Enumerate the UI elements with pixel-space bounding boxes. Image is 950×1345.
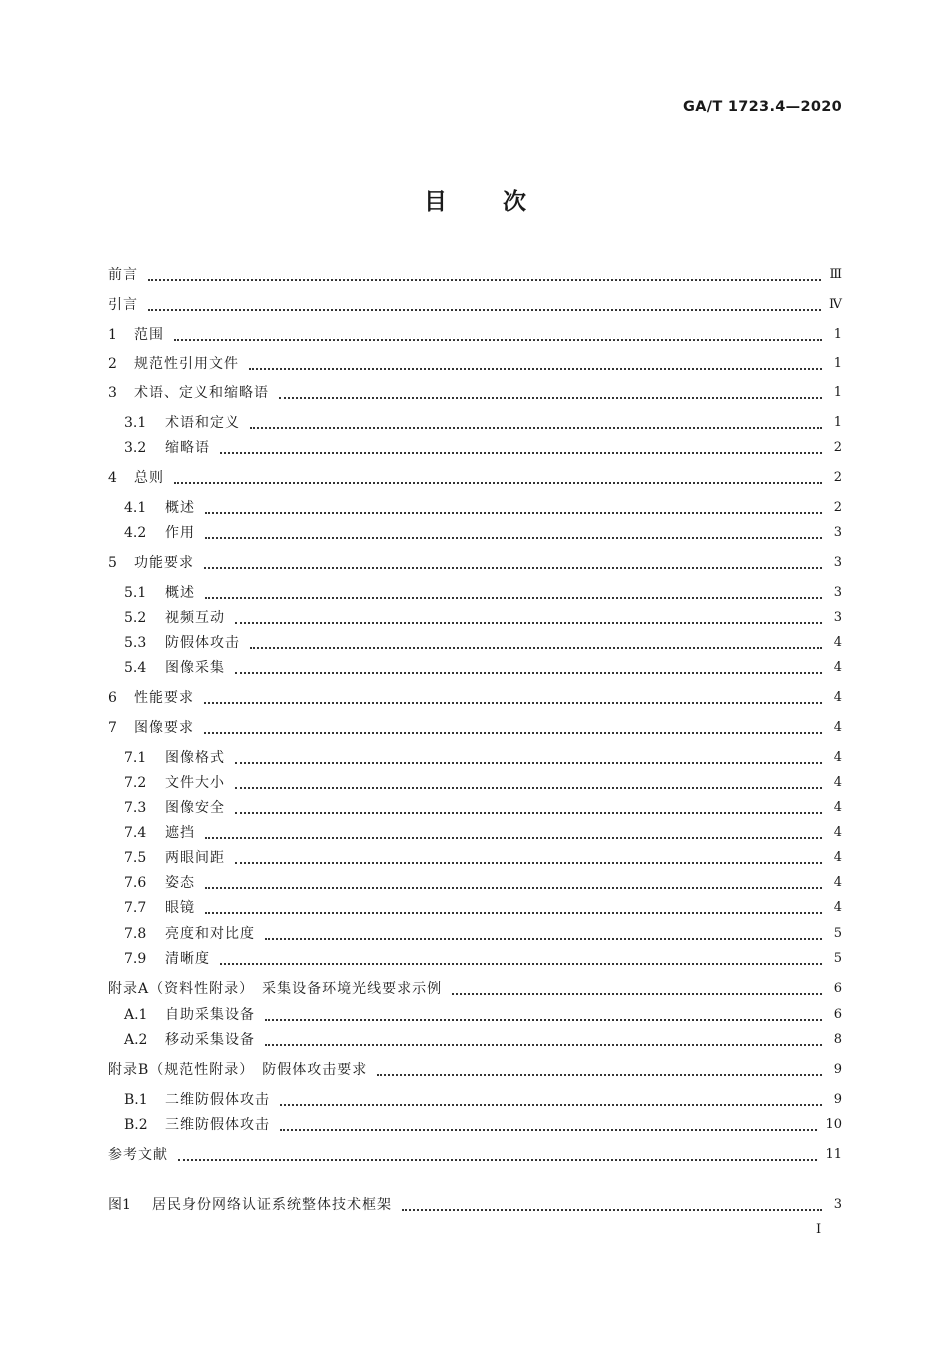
toc-entry[interactable] [0, 746, 950, 770]
toc-entry-label: 两眼间距 [165, 850, 225, 866]
toc-entry[interactable] [0, 871, 950, 895]
toc-entry[interactable] [0, 716, 950, 740]
toc-dot-leader [235, 672, 822, 674]
toc-dot-leader [148, 279, 821, 281]
toc-dot-leader [452, 993, 822, 995]
toc-entry-label: 范围 [134, 327, 164, 343]
toc-entry-number: 7.8 [124, 926, 147, 942]
toc-dot-leader [205, 537, 822, 539]
toc-dot-leader [220, 452, 822, 454]
toc-entry[interactable] [0, 466, 950, 490]
toc-entry-page: 8 [833, 1032, 842, 1047]
toc-entry-label: 概述 [165, 500, 195, 516]
toc-entry[interactable] [0, 656, 950, 680]
toc-entry-page: 6 [833, 981, 842, 996]
toc-entry-number: 7.7 [124, 900, 147, 916]
toc-entry-label: 术语、定义和缩略语 [134, 385, 269, 401]
toc-dot-leader [178, 1159, 817, 1161]
toc-entry-label: 附录B（规范性附录） 防假体攻击要求 [108, 1062, 368, 1078]
toc-entry-label: 规范性引用文件 [134, 356, 239, 372]
toc-entry-number: 7.9 [124, 951, 147, 967]
toc-entry-number: 7.1 [124, 750, 147, 766]
toc-entry-label: 姿态 [165, 875, 195, 891]
toc-dot-leader [235, 762, 822, 764]
toc-entry-page: 4 [833, 690, 842, 705]
toc-entry[interactable] [0, 323, 950, 347]
toc-entry-number: A.2 [124, 1032, 148, 1048]
toc-entry-label: 居民身份网络认证系统整体技术框架 [152, 1197, 392, 1213]
toc-entry-label: 附录A（资料性附录） 采集设备环境光线要求示例 [108, 981, 443, 997]
toc-dot-leader [205, 512, 822, 514]
toc-entry-page: 5 [833, 951, 842, 966]
toc-entry[interactable] [0, 411, 950, 435]
toc-dot-leader [250, 647, 822, 649]
toc-entry-page: 3 [833, 610, 842, 625]
toc-entry-page: 1 [833, 385, 842, 400]
toc-entry[interactable] [0, 381, 950, 405]
toc-dot-leader [204, 567, 822, 569]
toc-dot-leader [174, 482, 822, 484]
toc-entry[interactable] [0, 1058, 950, 1082]
toc-entry-label: 二维防假体攻击 [165, 1092, 270, 1108]
toc-entry-label: 眼镜 [165, 900, 195, 916]
toc-entry[interactable] [0, 551, 950, 575]
toc-entry-page: 4 [833, 800, 842, 815]
toc-dot-leader [204, 732, 822, 734]
toc-entry[interactable] [0, 947, 950, 971]
toc-entry-page: 10 [825, 1117, 842, 1132]
toc-entry-page: Ⅲ [829, 267, 842, 282]
toc-entry-page: 1 [833, 415, 842, 430]
toc-entry-number: 5.1 [124, 585, 147, 601]
toc-entry-page: 4 [833, 850, 842, 865]
toc-entry-page: 2 [833, 470, 842, 485]
toc-entry-label: 图像安全 [165, 800, 225, 816]
toc-entry[interactable] [0, 977, 950, 1001]
toc-entry-number: B.2 [124, 1117, 148, 1133]
toc-entry[interactable] [0, 293, 950, 317]
toc-entry-number: 1 [108, 327, 117, 343]
toc-entry-page: 4 [833, 775, 842, 790]
toc-entry-label: 自助采集设备 [165, 1007, 255, 1023]
toc-entry-label: 亮度和对比度 [165, 926, 255, 942]
toc-entry-label: 引言 [108, 297, 138, 313]
toc-dot-leader [265, 1019, 822, 1021]
toc-dot-leader [250, 427, 822, 429]
toc-dot-leader [205, 837, 822, 839]
toc-entry-number: 6 [108, 690, 117, 706]
toc-entry-page: 11 [825, 1147, 842, 1162]
toc-entry-number: 3.1 [124, 415, 147, 431]
toc-dot-leader [220, 963, 822, 965]
toc-entry-number: 5 [108, 555, 117, 571]
toc-entry-page: 9 [833, 1062, 842, 1077]
toc-entry-label: 术语和定义 [165, 415, 240, 431]
toc-entry-page: 9 [833, 1092, 842, 1107]
toc-entry[interactable] [0, 922, 950, 946]
toc-entry-number: 4.2 [124, 525, 147, 541]
toc-entry-label: 文件大小 [165, 775, 225, 791]
toc-dot-leader [205, 912, 822, 914]
toc-entry[interactable] [0, 771, 950, 795]
toc-entry-page: 6 [833, 1007, 842, 1022]
toc-entry-number: 图1 [108, 1197, 131, 1213]
toc-dot-leader [235, 812, 822, 814]
toc-entry[interactable] [0, 896, 950, 920]
toc-dot-leader [235, 787, 822, 789]
toc-entry[interactable] [0, 846, 950, 870]
toc-entry[interactable] [0, 352, 950, 376]
toc-entry-page: 3 [833, 525, 842, 540]
toc-entry-number: 4 [108, 470, 117, 486]
toc-entry-label: 性能要求 [134, 690, 194, 706]
toc-entry-number: 5.2 [124, 610, 147, 626]
toc-dot-leader [205, 597, 822, 599]
toc-entry[interactable] [0, 686, 950, 710]
toc-entry-page: 1 [833, 327, 842, 342]
toc-entry[interactable] [0, 436, 950, 460]
toc-entry-label: 遮挡 [165, 825, 195, 841]
toc-entry[interactable] [0, 496, 950, 520]
toc-entry-label: 缩略语 [165, 440, 210, 456]
toc-entry-page: 3 [833, 555, 842, 570]
toc-entry-number: 7.5 [124, 850, 147, 866]
toc-entry[interactable] [0, 796, 950, 820]
toc-dot-leader [249, 368, 822, 370]
toc-entry-number: 4.1 [124, 500, 147, 516]
toc-entry[interactable] [0, 521, 950, 545]
toc-entry-label: 图像采集 [165, 660, 225, 676]
toc-dot-leader [280, 1104, 822, 1106]
toc-entry-page: 4 [833, 825, 842, 840]
toc-entry-label: 图像格式 [165, 750, 225, 766]
toc-entry-page: 3 [833, 1197, 842, 1212]
toc-entry-number: 3.2 [124, 440, 147, 456]
toc-entry-page: 4 [833, 900, 842, 915]
toc-dot-leader [148, 309, 821, 311]
toc-dot-leader [235, 862, 822, 864]
toc-entry[interactable] [0, 1143, 950, 1167]
toc-entry-label: 功能要求 [134, 555, 194, 571]
toc-entry-number: 7.3 [124, 800, 147, 816]
toc-dot-leader [265, 938, 822, 940]
toc-entry-page: 1 [833, 356, 842, 371]
toc-dot-leader [280, 1129, 817, 1131]
toc-entry-label: 参考文献 [108, 1147, 168, 1163]
standard-code: GA/T 1723.4—2020 [683, 99, 842, 115]
toc-entry[interactable] [0, 1003, 950, 1027]
toc-entry-page: 4 [833, 875, 842, 890]
toc-dot-leader [174, 339, 822, 341]
toc-entry-number: 7.4 [124, 825, 147, 841]
toc-entry-page: 2 [833, 500, 842, 515]
toc-entry[interactable] [0, 263, 950, 287]
toc-entry[interactable] [0, 1113, 950, 1137]
toc-entry-page: 4 [833, 635, 842, 650]
toc-entry-label: 移动采集设备 [165, 1032, 255, 1048]
toc-entry-number: 7 [108, 720, 117, 736]
toc-entry[interactable] [0, 606, 950, 630]
toc-entry-page: Ⅳ [829, 297, 842, 312]
toc-entry-number: 5.3 [124, 635, 147, 651]
toc-entry-label: 前言 [108, 267, 138, 283]
toc-entry-number: 2 [108, 356, 117, 372]
toc-dot-leader [402, 1209, 822, 1211]
toc-entry-page: 5 [833, 926, 842, 941]
toc-entry[interactable] [0, 821, 950, 845]
toc-entry-label: 图像要求 [134, 720, 194, 736]
toc-entry-number: 7.6 [124, 875, 147, 891]
toc-entry-number: A.1 [124, 1007, 148, 1023]
toc-entry-page: 2 [833, 440, 842, 455]
toc-entry[interactable] [0, 1028, 950, 1052]
toc-dot-leader [205, 887, 822, 889]
toc-entry-page: 3 [833, 585, 842, 600]
page-number: I [816, 1222, 822, 1237]
toc-entry-page: 4 [833, 720, 842, 735]
toc-entry-label: 防假体攻击 [165, 635, 240, 651]
toc-entry[interactable] [0, 581, 950, 605]
toc-entry-label: 视频互动 [165, 610, 225, 626]
toc-entry-page: 4 [833, 660, 842, 675]
toc-dot-leader [265, 1044, 822, 1046]
page-title: 目次 [424, 189, 582, 215]
toc-entry-label: 清晰度 [165, 951, 210, 967]
toc-dot-leader [235, 622, 822, 624]
toc-entry-number: 3 [108, 385, 117, 401]
toc-entry[interactable] [0, 631, 950, 655]
toc-dot-leader [279, 397, 822, 399]
toc-dot-leader [204, 702, 822, 704]
toc-entry-number: B.1 [124, 1092, 148, 1108]
toc-entry-label: 三维防假体攻击 [165, 1117, 270, 1133]
toc-entry-number: 5.4 [124, 660, 147, 676]
toc-entry[interactable] [0, 1088, 950, 1112]
toc-entry[interactable] [0, 1193, 950, 1217]
toc-entry-page: 4 [833, 750, 842, 765]
toc-dot-leader [377, 1074, 822, 1076]
toc-entry-label: 概述 [165, 585, 195, 601]
toc-entry-label: 总则 [134, 470, 164, 486]
toc-entry-number: 7.2 [124, 775, 147, 791]
toc-entry-label: 作用 [165, 525, 195, 541]
